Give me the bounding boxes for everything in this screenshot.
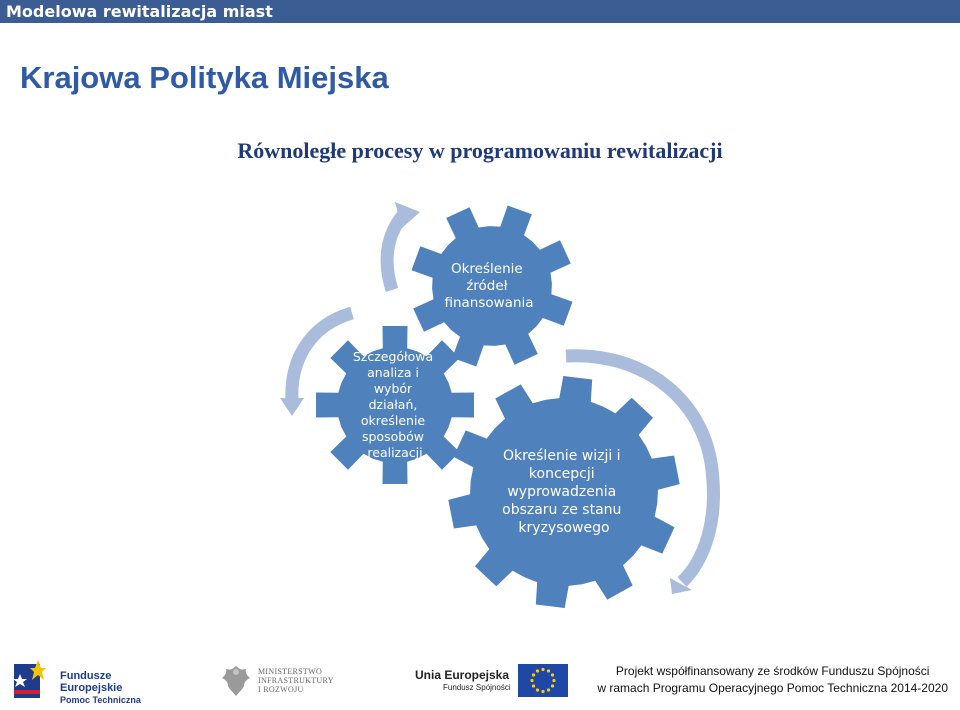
ministry-line2: INFRASTRUKTURY (258, 676, 334, 685)
gear-top-text: Określenie źródeł finansowania (444, 261, 534, 311)
header-bar: Modelowa rewitalizacja miast (0, 0, 960, 23)
eu-star (532, 684, 535, 687)
cycle-arrow (280, 398, 304, 416)
eu-star (552, 679, 555, 682)
gear-left-text: Szczegółowa analiza i wybór działań, określenie sposobów realizacji (352, 349, 434, 460)
eu-star (547, 688, 550, 691)
fe-line2: Europejskie (60, 682, 123, 694)
eu-star (532, 673, 535, 676)
fe-line3: Pomoc Techniczna (60, 695, 141, 705)
eu-flag-icon (518, 664, 568, 697)
page-subtitle: Równoległe procesy w programowaniu rewitalizacji (237, 138, 723, 163)
eu-star (541, 668, 544, 671)
page-title: Krajowa Polityka Miejska (20, 60, 389, 95)
fundusze-europejskie-logo (12, 658, 141, 705)
ministry-text (258, 667, 334, 694)
footer (0, 650, 960, 710)
eagle-emblem-icon (220, 664, 252, 698)
eu-star (551, 684, 554, 687)
eu-star (536, 688, 539, 691)
fe-star-icon (12, 658, 46, 702)
project-line1: Projekt współfinansowany ze środków Funduszu Spójności (615, 664, 930, 678)
fe-line1: Fundusze (60, 670, 112, 682)
eu-star (536, 669, 539, 672)
eu-star (547, 669, 550, 672)
eu-star (530, 679, 533, 682)
eu-star (541, 690, 544, 693)
ministry-line3: I ROZWOJU (258, 685, 304, 694)
eu-star (551, 673, 554, 676)
project-line2: w ramach Programu Operacyjnego Pomoc Techniczna 2014-2020 (597, 681, 948, 695)
ministry-line1: MINISTERSTWO (258, 667, 323, 676)
ministry-logo (220, 664, 350, 698)
fe-text (60, 670, 141, 706)
gear-big-text: Określenie wizji i koncepcji wyprowadzenia obszaru ze stanu kryzysowego (502, 448, 622, 536)
project-info (597, 663, 948, 697)
ue-line2: Fundusz Spójności (443, 683, 511, 692)
eu-logo (415, 668, 575, 702)
ue-line1: Unia Europejska (415, 668, 510, 682)
